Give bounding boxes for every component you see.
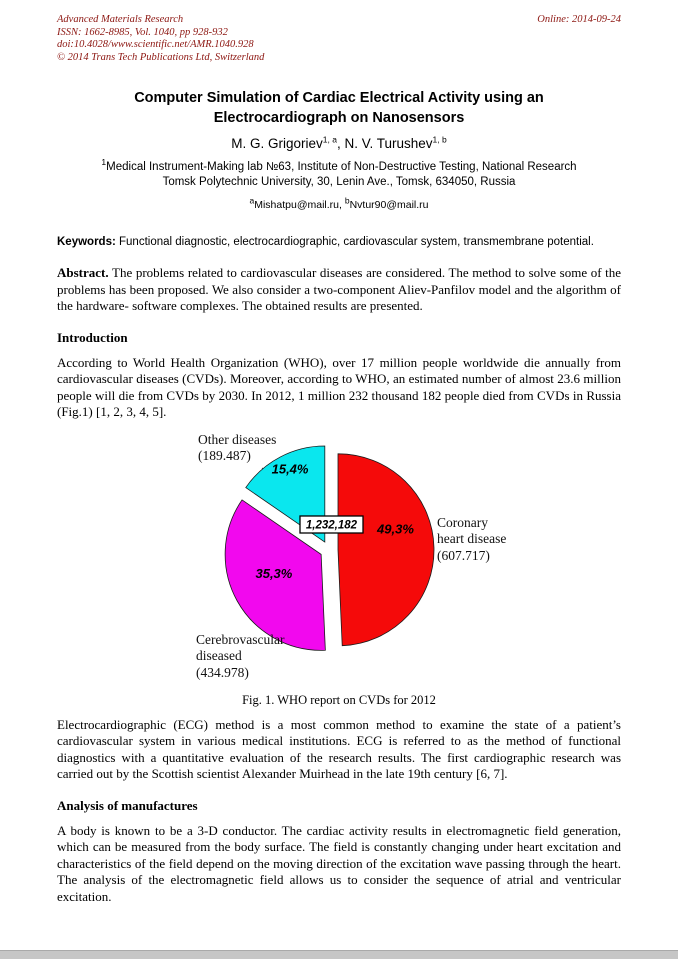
- pct-label-other: 15,4%: [271, 461, 309, 477]
- window-bottom-edge: [0, 950, 678, 959]
- introduction-heading: Introduction: [57, 329, 128, 345]
- figure-1: [0, 428, 678, 708]
- affiliation-line-2: Tomsk Polytechnic University, 30, Lenin Ave., Tomsk, 634050, Russia: [162, 176, 516, 188]
- abstract-label: Abstract.: [57, 265, 109, 280]
- pie-label-other-line-1: Other diseases: [198, 431, 277, 447]
- author-1: M. G. Grigoriev: [231, 136, 323, 151]
- affiliation: [0, 157, 678, 190]
- email-a: Mishatpu@mail.ru,: [254, 199, 345, 211]
- ecg-paragraph: Electrocardiographic (ECG) method is a most common method to examine the state of a patient’s cardiovascular system in various medical institutions. ECG is referred to as the method of functional diagnostics with a quantitative evaluation of the research results. The first cardiographic research was carried out by the Scottish scientist Alexander Muirhead in the late 19th century [6, 7].: [57, 716, 621, 781]
- pct-label-coronary: 49,3%: [377, 520, 414, 536]
- email-b: Nvtur90@mail.ru: [349, 199, 429, 211]
- pie-label-cerebro-line-2: diseased: [196, 648, 242, 663]
- pie-label-cerebrovascular: [196, 632, 284, 682]
- pie-chart-svg: [57, 428, 621, 690]
- affiliation-superscript: 1: [101, 157, 107, 168]
- introduction-paragraph: According to World Health Organization (WHO), over 17 million people worldwide die annually from cardiovascular diseases (CVDs). Moreover, according to WHO, an estimated number of almost 23.6 million people will die from CVDs by 2030. In 2012, 1 million 232 thousand 182 people died from CVDs in Russia (Fig.1) [1, 2, 3, 4, 5].: [57, 354, 621, 419]
- pie-label-coronary-line-3: (607.717): [437, 547, 490, 563]
- keywords-paragraph: [57, 235, 621, 250]
- pct-label-cerebrovascular: 35,3%: [255, 565, 293, 581]
- pie-label-coronary: [437, 515, 506, 565]
- pie-slice-coronary: [338, 453, 434, 645]
- paper-title: Computer Simulation of Cardiac Electrical Activity using an Electrocardiograph on Nanosensors: [134, 90, 544, 126]
- author-2-superscript: 1, b: [432, 134, 447, 145]
- pie-chart: [57, 428, 621, 690]
- author-2: N. V. Turushev: [344, 136, 433, 151]
- abstract-paragraph: [57, 265, 621, 315]
- email-b-superscript: b: [344, 195, 350, 206]
- keywords-text: Functional diagnostic, electrocardiographic, cardiovascular system, transmembrane potential.: [119, 236, 594, 248]
- analysis-paragraph: A body is known to be a 3-D conductor. The cardiac activity results in electromagnetic field generation, which can be measured from the body surface. The field is constantly changing under heart excitation and characteristics of the field depend on the moving direction of the excitation wave passing through the heart. The analysis of the electromagnetic field allows us to consider the sequence of atrial and ventricular excitation.: [57, 822, 621, 904]
- pie-label-cerebro-line-3: (434.978): [196, 664, 249, 680]
- copyright-line: © 2014 Trans Tech Publications Ltd, Switzerland: [57, 51, 265, 63]
- pie-label-other-diseases: [198, 432, 276, 465]
- pie-label-cerebro-line-1: Cerebrovascular: [196, 631, 285, 647]
- analysis-heading: Analysis of manufactures: [57, 797, 198, 813]
- issn-line: ISSN: 1662-8985, Vol. 1040, pp 928-932: [57, 26, 228, 38]
- abstract-text: The problems related to cardiovascular diseases are considered. The method to solve some of the problems has been proposed. We also consider a two-component Aliev-Panfilov model and the algorithm of the hardware- software complexes. The obtained results are presented.: [57, 265, 622, 313]
- pie-label-other-line-2: (189.487): [198, 448, 251, 463]
- doi-line: doi:10.4028/www.scientific.net/AMR.1040.928: [57, 39, 254, 50]
- pie-center-total: 1,232,182: [305, 519, 358, 531]
- pie-label-coronary-line-1: Coronary: [437, 514, 488, 530]
- author-1-superscript: 1, a: [322, 134, 337, 145]
- email-a-superscript: a: [249, 195, 255, 206]
- journal-name: Advanced Materials Research: [57, 14, 184, 25]
- keywords-label: Keywords:: [57, 236, 116, 248]
- journal-header: [57, 14, 621, 64]
- affiliation-line-1: Medical Instrument-Making lab №63, Institute of Non-Destructive Testing, National Research: [106, 161, 577, 173]
- author-emails: [0, 195, 678, 211]
- authors-line: [0, 136, 678, 151]
- online-date: Online: 2014-09-24: [537, 14, 621, 25]
- figure-caption: Fig. 1. WHO report on CVDs for 2012: [242, 692, 436, 707]
- pie-label-coronary-line-2: heart disease: [437, 531, 507, 546]
- authors-separator: ,: [336, 136, 345, 151]
